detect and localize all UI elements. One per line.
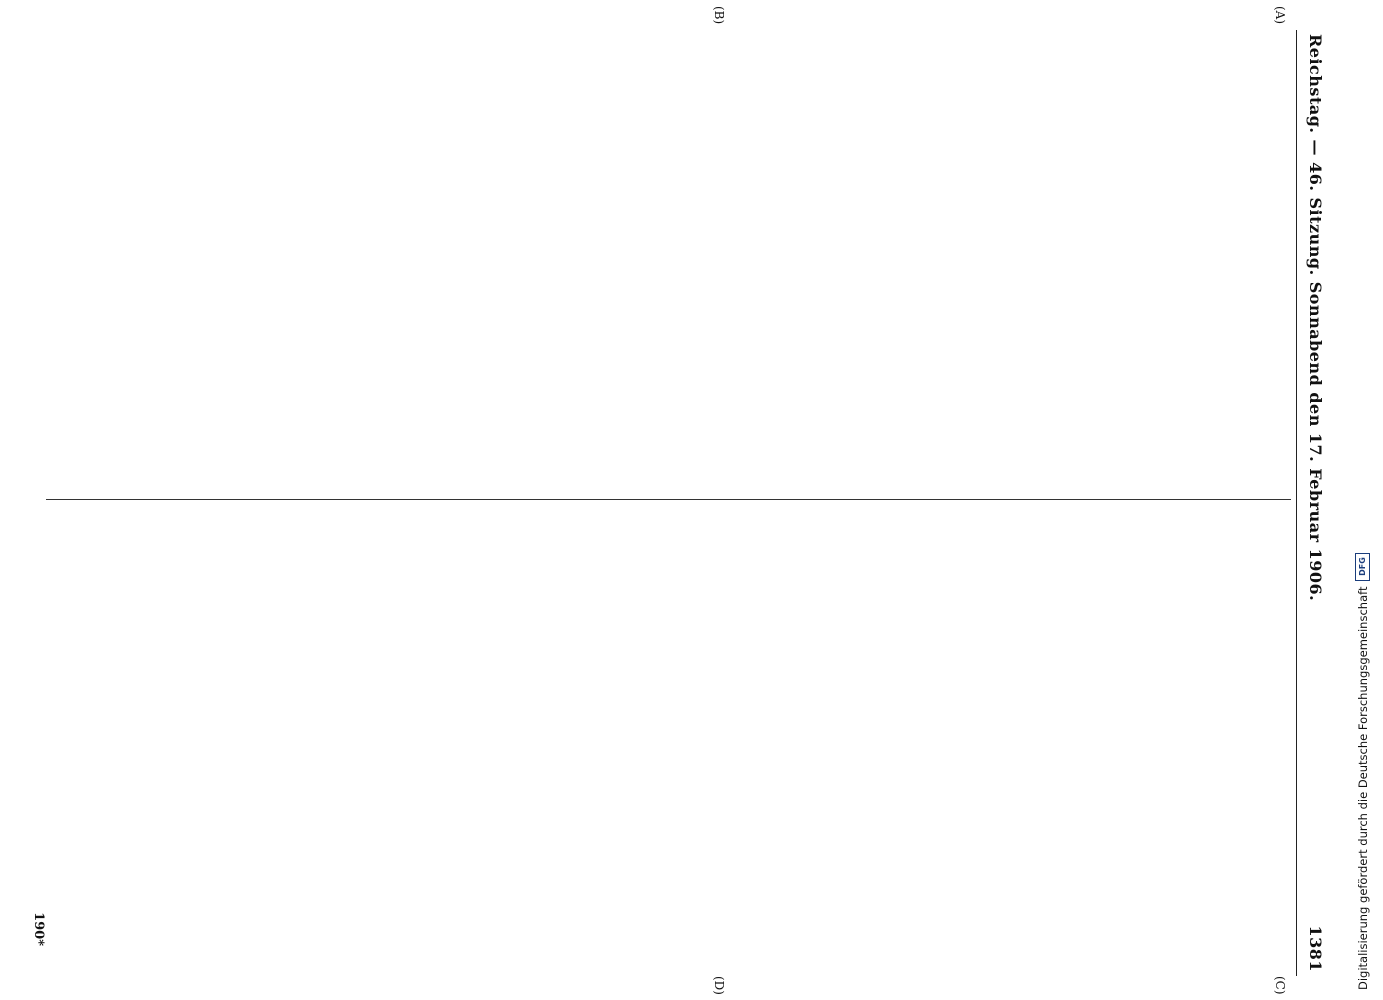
margin-marker-d: (D) bbox=[712, 976, 726, 995]
column-divider bbox=[46, 499, 1291, 500]
text-column-left bbox=[49, 38, 1289, 488]
text-column-right bbox=[49, 521, 1289, 971]
page-footer-number: 190* bbox=[31, 912, 46, 946]
margin-marker-b: (B) bbox=[712, 6, 726, 25]
digitization-footer bbox=[1355, 553, 1370, 990]
running-header bbox=[1301, 34, 1331, 972]
header-page-number: 1381 bbox=[1306, 925, 1326, 972]
margin-marker-a: (A) bbox=[1273, 6, 1287, 25]
dfg-logo-icon: DFG bbox=[1355, 553, 1370, 581]
margin-marker-c: (C) bbox=[1273, 976, 1287, 995]
document-page bbox=[1, 0, 1341, 1000]
header-rule bbox=[1296, 30, 1297, 976]
footer-text: Digitalisierung gefördert durch die Deutsche Forschungsgemeinschaft bbox=[1355, 586, 1370, 990]
header-title: Reichstag. — 46. Sitzung. Sonnabend den 17. Februar 1906. bbox=[1306, 34, 1326, 602]
